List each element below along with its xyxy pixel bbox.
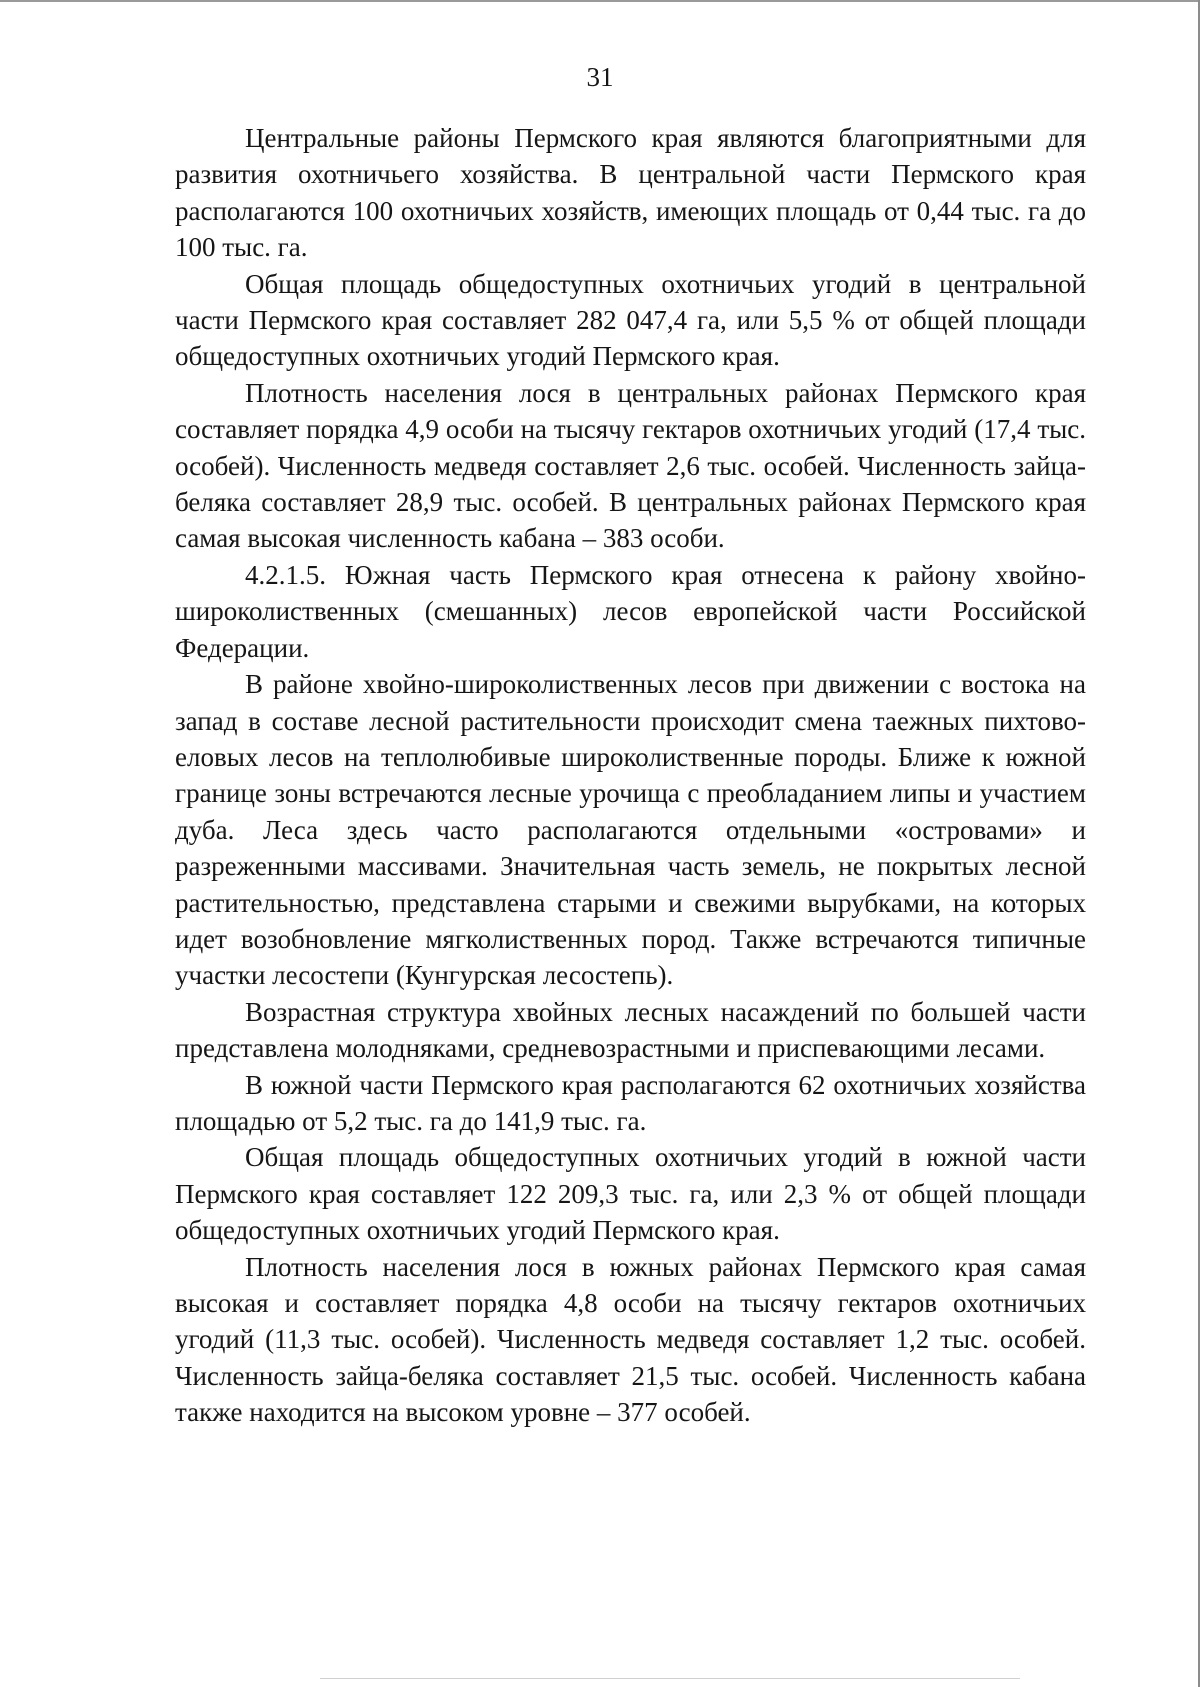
paragraph-section-4-2-1-5: 4.2.1.5. Южная часть Пермского края отнесена к району хвойно-широколиственных (смешанных) лесов европейской части Российской Федерации.: [175, 559, 1086, 663]
paragraph-forest-description: В районе хвойно-широколиственных лесов при движении с востока на запад в составе лесной растительности происходит смена таежных пихтово-еловых лесов на теплолюбивые широколиственные породы. Ближе к южной границе зоны встречаются лесные урочища с преобладанием липы и участием дуба. Леса здесь часто располагаются отдельными «островами» и разреженными массивами. Значительная часть земель, не покрытых лесной растительностью, представлена старыми и свежими вырубками, на которых идет возобновление мягколиственных пород. Также встречаются типичные участки лесостепи (Кунгурская лесостепь).: [175, 669, 1086, 991]
paragraph-south-density: Плотность населения лося в южных районах Пермского края самая высокая и составляет порядка 4,8 особи на тысячу гектаров охотничьих угодий (11,3 тыс. особей). Численность медведя составляет 1,2 тыс. особей. Численность зайца-беляка составляет 21,5 тыс. особей. Численность кабана также находится на высоком уровне – 377 особей.: [175, 1251, 1086, 1428]
scan-top-edge: [0, 0, 1200, 2]
paragraph-south-farms: В южной части Пермского края располагаются 62 охотничьих хозяйства площадью от 5,2 тыс. га до 141,9 тыс. га.: [175, 1069, 1086, 1136]
paragraph-central-districts: Центральные районы Пермского края являются благоприятными для развития охотничьего хозяйства. В центральной части Пермского края располагаются 100 охотничьих хозяйств, имеющих площадь от 0,44 тыс. га до 100 тыс. га.: [175, 123, 1086, 263]
paragraph-central-density: Плотность населения лося в центральных районах Пермского края составляет порядка 4,9 особи на тысячу гектаров охотничьих угодий (17,4 тыс. особей). Численность медведя составляет 2,6 тыс. особей. Численность зайца-беляка составляет 28,9 тыс. особей. В центральных районах Пермского края самая высокая численность кабана – 383 особи.: [175, 377, 1086, 554]
paragraph-age-structure: Возрастная структура хвойных лесных насаждений по большей части представлена молодняками, средневозрастными и приспевающими лесами.: [175, 996, 1086, 1064]
paragraph-south-area: Общая площадь общедоступных охотничьих угодий в южной части Пермского края составляет 122 209,3 тыс. га, или 2,3 % от общей площади общедоступных охотничьих угодий Пермского края.: [175, 1142, 1086, 1246]
scan-bottom-edge: [320, 1678, 1020, 1679]
body-text: [175, 120, 1086, 1431]
paragraph-central-area: Общая площадь общедоступных охотничьих угодий в центральной части Пермского края составляет 282 047,4 га, или 5,5 % от общей площади общедоступных охотничьих угодий Пермского края.: [175, 268, 1086, 372]
page-number: 31: [586, 62, 614, 92]
